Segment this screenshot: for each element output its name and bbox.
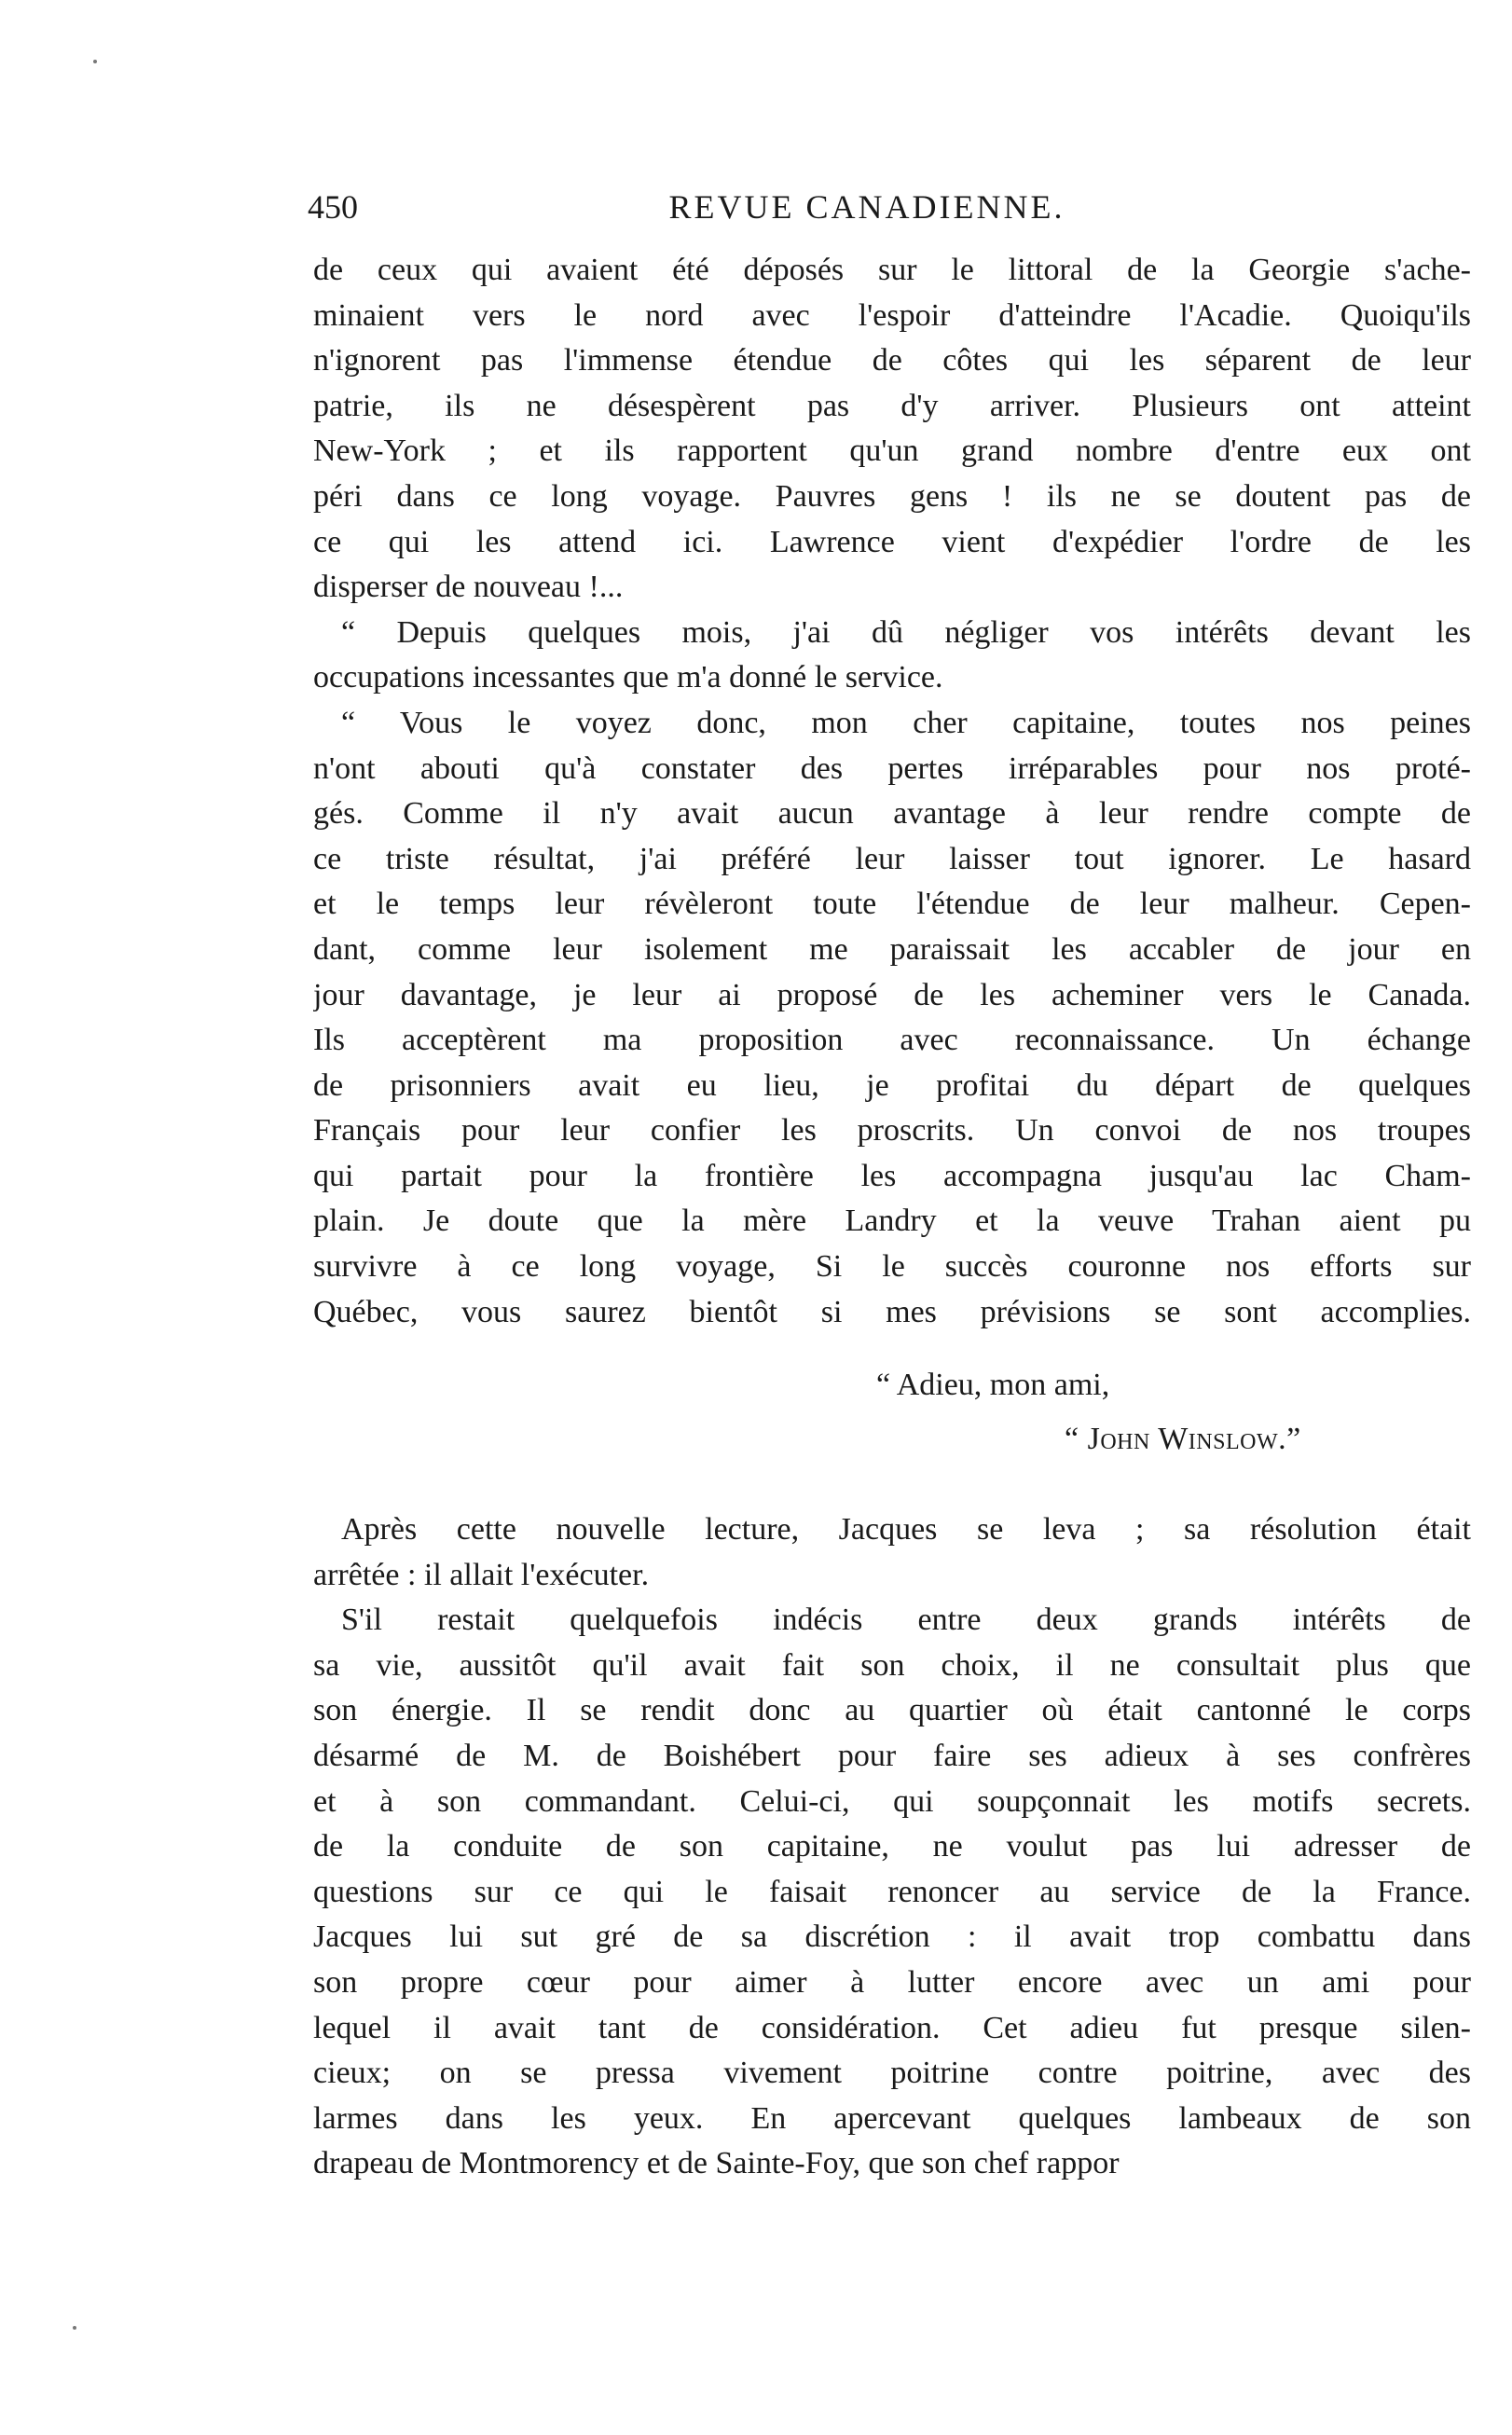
narrative-paragraph bbox=[313, 1507, 1471, 1598]
letter-paragraph bbox=[313, 611, 1471, 701]
narrative-body bbox=[313, 1507, 1471, 2187]
text-line: Jacques lui sut gré de sa discrétion : il avait trop combattu dans bbox=[313, 1919, 1471, 1955]
text-line: patrie, ils ne désespèrent pas d'y arriver. Plusieurs ont atteint bbox=[313, 388, 1471, 423]
text-line: de la conduite de son capitaine, ne voulut pas lui adresser de bbox=[313, 1829, 1471, 1864]
page-header bbox=[308, 184, 1464, 230]
text-line: disperser de nouveau !... bbox=[313, 570, 624, 605]
text-line: qui partait pour la frontière les accompagna jusqu'au lac Cham- bbox=[313, 1158, 1471, 1193]
text-line: ce triste résultat, j'ai préféré leur laisser tout ignorer. Le hasard bbox=[313, 841, 1471, 876]
text-line: ce qui les attend ici. Lawrence vient d'expédier l'ordre de les bbox=[313, 524, 1471, 559]
letter-body bbox=[313, 248, 1471, 1335]
scan-speck bbox=[93, 60, 97, 63]
text-line: arrêtée : il allait l'exécuter. bbox=[313, 1557, 650, 1592]
text-line: son propre cœur pour aimer à lutter encore avec un ami pour bbox=[313, 1964, 1471, 2000]
text-line: minaient vers le nord avec l'espoir d'atteindre l'Acadie. Quoiqu'ils bbox=[313, 297, 1471, 333]
text-line: Français pour leur confier les proscrits. Un convoi de nos troupes bbox=[313, 1113, 1471, 1149]
text-line: sa vie, aussitôt qu'il avait fait son choix, il ne consultait plus que bbox=[313, 1647, 1471, 1683]
text-line: n'ont abouti qu'à constater des pertes irréparables pour nos proté- bbox=[313, 750, 1471, 786]
text-line: “ Depuis quelques mois, j'ai dû négliger vos intérêts devant les bbox=[341, 614, 1471, 650]
text-line: larmes dans les yeux. En apercevant quelques lambeaux de son bbox=[313, 2100, 1471, 2136]
text-line: de prisonniers avait eu lieu, je profitai du départ de quelques bbox=[313, 1067, 1471, 1103]
text-line: péri dans ce long voyage. Pauvres gens ! ils ne se doutent pas de bbox=[313, 478, 1471, 514]
letter-paragraph bbox=[313, 248, 1471, 611]
text-line: “ Vous le voyez donc, mon cher capitaine, toutes nos peines bbox=[341, 705, 1471, 740]
text-line: jour davantage, je leur ai proposé de les acheminer vers le Canada. bbox=[313, 977, 1471, 1012]
text-line: et le temps leur révèleront toute l'étendue de leur malheur. Cepen- bbox=[313, 887, 1471, 922]
running-title: REVUE CANADIENNE. bbox=[668, 188, 1065, 226]
text-line: survivre à ce long voyage, Si le succès couronne nos efforts sur bbox=[313, 1249, 1471, 1285]
text-line: drapeau de Montmorency et de Sainte-Foy, que son chef rappor bbox=[313, 2146, 1120, 2181]
page-number: 450 bbox=[308, 188, 358, 226]
text-line: cieux; on se pressa vivement poitrine contre poitrine, avec des bbox=[313, 2056, 1471, 2091]
text-line: S'il restait quelquefois indécis entre deux grands intérêts de bbox=[341, 1603, 1471, 1638]
text-line: Québec, vous saurez bientôt si mes prévisions se sont accomplies. bbox=[313, 1294, 1471, 1329]
letter-farewell: “ Adieu, mon ami, bbox=[876, 1368, 1110, 1402]
text-line: son énergie. Il se rendit donc au quartier où était cantonné le corps bbox=[313, 1693, 1471, 1728]
text-line: de ceux qui avaient été déposés sur le littoral de la Georgie s'ache- bbox=[313, 253, 1471, 287]
text-line: Ils acceptèrent ma proposition avec reconnaissance. Un échange bbox=[313, 1023, 1471, 1058]
letter-signature: “ John Winslow.” bbox=[1065, 1422, 1301, 1456]
text-line: Après cette nouvelle lecture, Jacques se leva ; sa résolution était bbox=[341, 1512, 1471, 1547]
text-line: occupations incessantes que m'a donné le service. bbox=[313, 660, 943, 695]
text-line: New-York ; et ils rapportent qu'un grand nombre d'entre eux ont bbox=[313, 433, 1471, 469]
letter-paragraph bbox=[313, 701, 1471, 1335]
scan-speck bbox=[73, 2326, 76, 2330]
text-line: plain. Je doute que la mère Landry et la veuve Trahan aient pu bbox=[313, 1204, 1471, 1239]
text-line: questions sur ce qui le faisait renoncer au service de la France. bbox=[313, 1874, 1471, 1909]
text-line: gés. Comme il n'y avait aucun avantage à leur rendre compte de bbox=[313, 796, 1471, 832]
text-line: n'ignorent pas l'immense étendue de côtes qui les séparent de leur bbox=[313, 343, 1471, 378]
text-line: dant, comme leur isolement me paraissait les accabler de jour en bbox=[313, 931, 1471, 967]
text-line: et à son commandant. Celui-ci, qui soupçonnait les motifs secrets. bbox=[313, 1783, 1471, 1819]
text-line: lequel il avait tant de considération. Cet adieu fut presque silen- bbox=[313, 2010, 1471, 2045]
narrative-paragraph bbox=[313, 1598, 1471, 2187]
text-line: désarmé de M. de Boishébert pour faire ses adieux à ses confrères bbox=[313, 1738, 1471, 1773]
